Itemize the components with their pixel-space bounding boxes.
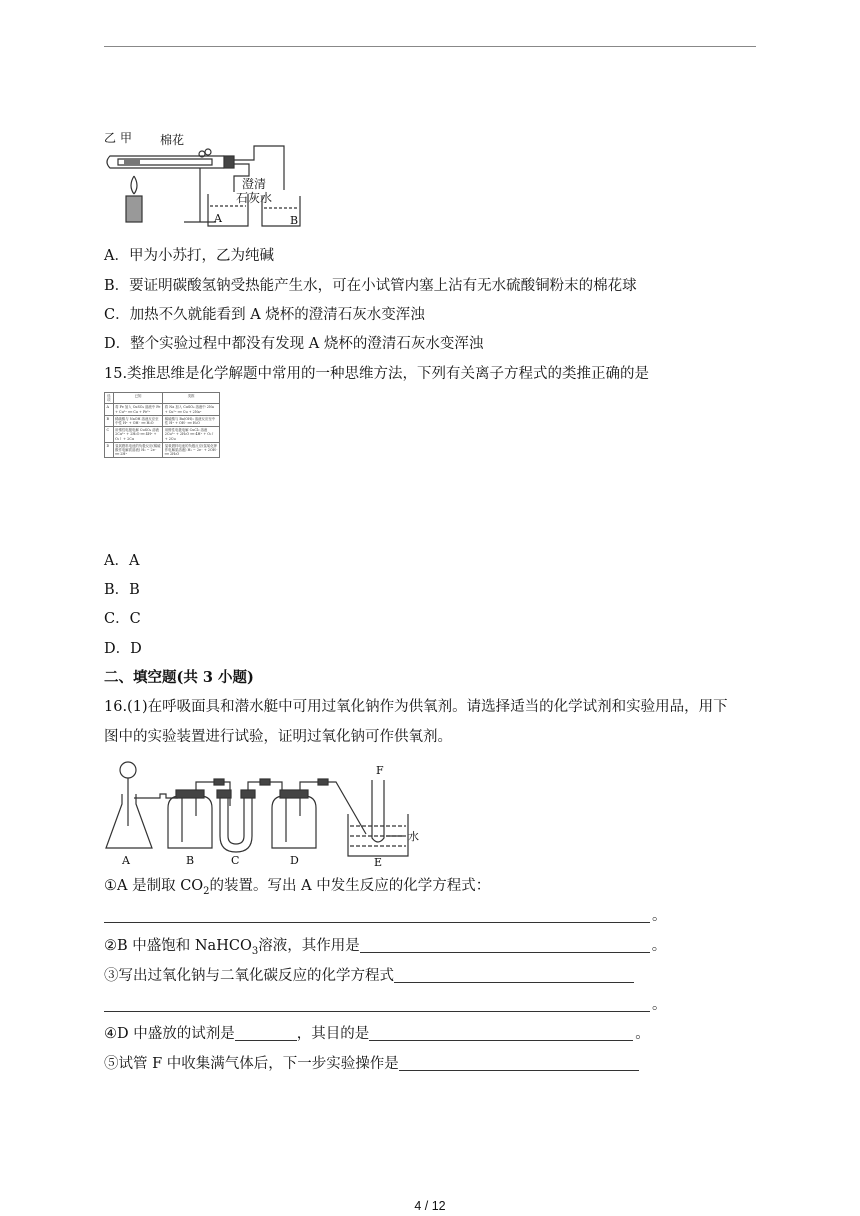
q16-label-f: F xyxy=(376,764,384,777)
q16-part2: ②B 中盛饱和 NaHCO$_3$溶液，其作用是 。 xyxy=(104,938,667,957)
q14-label-a: A xyxy=(214,212,222,225)
q16-part3: ③写出过氧化钠与二氧化碳反应的化学方程式 xyxy=(104,966,634,986)
answer-blank[interactable] xyxy=(235,1025,297,1041)
answer-blank[interactable] xyxy=(369,1025,633,1041)
q14-apparatus-figure xyxy=(104,126,304,236)
q16-label-d: D xyxy=(290,854,299,867)
answer-blank[interactable] xyxy=(394,967,634,983)
q15-option-c: C．C xyxy=(104,611,141,627)
q15-stem: 15.类推思维是化学解题中常用的一种思维方法，下列有关离子方程式的类推正确的是 xyxy=(104,366,650,382)
q16-part1: ①A 是制取 $CO_2$的装置。写出 A 中发生反应的化学方程式： xyxy=(104,878,491,897)
answer-blank[interactable] xyxy=(104,996,650,1012)
q14-label-b: B xyxy=(290,214,299,227)
q16-part1-answer-line: 。 xyxy=(104,906,667,926)
q15-th-analogy: 类推 xyxy=(163,393,220,404)
q16-label-b: B xyxy=(186,854,195,867)
section-title: 二、填空题(共 3 小题) xyxy=(104,669,254,686)
q15-option-d: D．D xyxy=(104,641,142,657)
q16-part4: ④D 中盛放的试剂是 ，其目的是 。 xyxy=(104,1026,650,1042)
table-row: A 将 Fe 加入 CuSO₄ 溶液中 Fe + Cu²⁺ ══ Cu + Fe²⁺ 将 Na 加入 CuSO₄ 溶液中 2Na + Cu²⁺ ══ Cu + 2Na⁺ xyxy=(105,404,220,415)
q16-label-a: A xyxy=(122,854,130,867)
q16-part3-answer-line: 。 xyxy=(104,995,667,1015)
q14-option-b: B．要证明碳酸氢钠受热能产生水，可在小试管内塞上沾有无水硫酸铜粉末的棉花球 xyxy=(104,278,637,294)
q16-part5: ⑤试管 F 中收集满气体后，下一步实验操作是 xyxy=(104,1054,639,1074)
answer-blank[interactable] xyxy=(104,907,650,923)
q14-label-cotton: 棉花 xyxy=(160,133,185,147)
q16-label-c: C xyxy=(231,854,240,867)
q15-option-b: B．B xyxy=(104,582,140,598)
q14-label-limewater-1: 澄清 xyxy=(242,177,267,191)
answer-blank[interactable] xyxy=(399,1055,639,1071)
q14-option-a: A．甲为小苏打，乙为纯碱 xyxy=(104,248,274,264)
table-row: C 用惰性电极电解 CuSO₄ 溶液 2Cu²⁺ + 2H₂O ══ 4H⁺ + O₂↑ + 2Cu 用惰性电极电解 CuCl₂ 溶液 2Cu²⁺ + 2H₂O ══ 4H⁺ + O₂↑ + 2Cu xyxy=(105,427,220,443)
q16-apparatus-figure xyxy=(104,756,434,868)
table-row: B 稀硫酸与 NaOH 溶液反应至中性 H⁺ + OH⁻ ══ H₂O 稀硫酸与 Ba(OH)₂ 溶液反应至中性 H⁺ + OH⁻ ══ H₂O xyxy=(105,415,220,426)
q14-label-limewater-2: 石灰水 xyxy=(236,191,273,205)
q16-stem-line2: 图中的实验装置进行试验，证明过氧化钠可作供氧剂。 xyxy=(104,729,452,745)
table-row: D 氢氧燃料电池的负极反应(稀硫酸作电解质溶液) H₂ − 2e⁻ ══ 2H⁺ 氢氧燃料电池的负极反应(氢氧化钾作电解质溶液) H₂ − 2e⁻ + 2OH⁻ ══ 2H₂O xyxy=(106,443,218,457)
q15-table xyxy=(104,392,220,536)
q16-stem-line1: 16.(1)在呼吸面具和潜水艇中可用过氧化钠作为供氧剂。请选择适当的化学试剂和实验用品，用下 xyxy=(104,699,728,715)
header-rule xyxy=(104,46,756,47)
q14-label-yi: 乙 xyxy=(104,131,117,145)
q16-label-e: E xyxy=(374,856,383,868)
q15-option-a: A．A xyxy=(104,553,140,569)
q15-th-known: 已知 xyxy=(113,393,163,404)
answer-blank[interactable] xyxy=(360,937,650,953)
q14-option-d: D．整个实验过程中都没有发现 A 烧杯的澄清石灰水变浑浊 xyxy=(104,336,484,352)
q14-label-jia: 甲 xyxy=(120,131,133,145)
q16-label-water: 水 xyxy=(408,830,419,843)
q15-th-option: 选项 xyxy=(105,393,114,404)
page-number: 4 / 12 xyxy=(414,1199,446,1213)
q14-option-c: C．加热不久就能看到 A 烧杯的澄清石灰水变浑浊 xyxy=(104,307,425,323)
